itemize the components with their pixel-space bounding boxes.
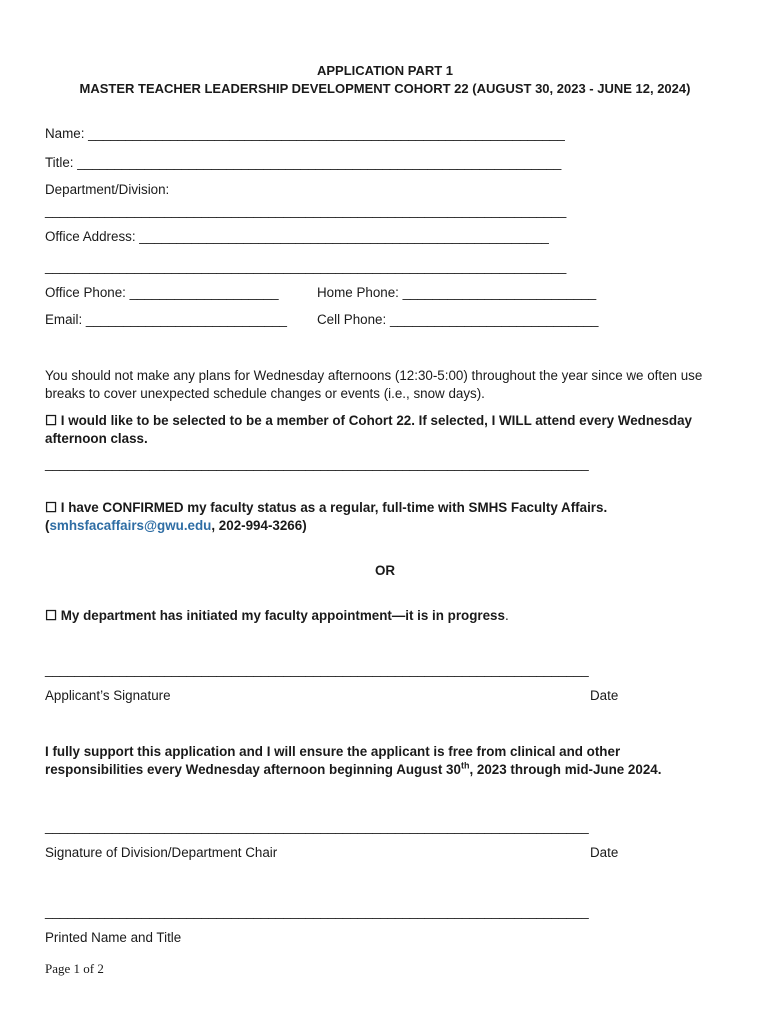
address-line-2-field[interactable]: ______________________________________________________________________ [45, 259, 567, 274]
faculty-status-text: I have CONFIRMED my faculty status as a regular, full-time with SMHS Faculty Affairs. [60, 500, 608, 515]
department-appointment-checkbox[interactable]: ☐ [45, 608, 58, 623]
printed-name-label: Printed Name and Title [45, 930, 182, 945]
chair-date-label: Date [590, 845, 619, 860]
faculty-affairs-phone: , 202-994-3266) [211, 518, 307, 533]
applicant-signature-label: Applicant’s Signature [45, 688, 171, 703]
faculty-affairs-email-link[interactable]: smhsfacaffairs@gwu.edu [49, 518, 212, 533]
printed-name-line[interactable]: _________________________________________________________________________ [45, 904, 589, 919]
department-field[interactable]: ______________________________________________________________________ [45, 203, 567, 218]
name-field[interactable]: Name: ________________________________________________________________ [45, 126, 565, 141]
cohort-notes-line[interactable]: _________________________________________________________________________ [45, 456, 589, 471]
office-phone-field[interactable]: Office Phone: ____________________ [45, 285, 279, 300]
cell-phone-field[interactable]: Cell Phone: ____________________________ [317, 312, 599, 327]
chair-support-statement-continued [45, 761, 661, 779]
chair-support-statement: I fully support this application and I will ensure the applicant is free from clinical and other [45, 744, 621, 759]
title-field[interactable]: Title: _________________________________________________________________ [45, 155, 562, 170]
application-subtitle: MASTER TEACHER LEADERSHIP DEVELOPMENT COHORT 22 (AUGUST 30, 2023 - JUNE 12, 2024) [79, 81, 691, 96]
applicant-date-label: Date [590, 688, 619, 703]
office-address-field[interactable]: Office Address: _______________________________________________________ [45, 229, 549, 244]
support-superscript: th [460, 760, 470, 771]
chair-signature-label: Signature of Division/Department Chair [45, 845, 278, 860]
chair-signature-line[interactable]: _________________________________________________________________________ [45, 819, 589, 834]
cohort-option-continued: afternoon class. [45, 431, 148, 446]
faculty-status-checkbox[interactable]: ☐ [45, 500, 58, 515]
page-number: Page 1 of 2 [45, 961, 104, 976]
wednesday-notice: You should not make any plans for Wednesday afternoons (12:30-5:00) throughout the year since we often use breaks to cover unexpected schedule changes or events (i.e., snow days). [45, 368, 703, 401]
home-phone-field[interactable]: Home Phone: __________________________ [317, 285, 597, 300]
support-text-part1: responsibilities every Wednesday afternoon beginning August 30 [45, 762, 461, 777]
department-appointment-option [45, 607, 509, 625]
department-label: Department/Division: [45, 182, 170, 197]
department-appointment-period: . [504, 608, 509, 623]
faculty-affairs-contact [45, 517, 307, 535]
open-paren: ( [45, 518, 50, 533]
email-field[interactable]: Email: ___________________________ [45, 312, 287, 327]
or-divider: OR [374, 563, 396, 578]
cohort-option [45, 412, 692, 430]
cohort-checkbox[interactable]: ☐ [45, 413, 58, 428]
faculty-status-option [45, 499, 607, 517]
cohort-option-text: I would like to be selected to be a member of Cohort 22. If selected, I WILL attend every Wednesday [60, 413, 693, 428]
application-title: APPLICATION PART 1 [316, 63, 454, 78]
department-appointment-text: My department has initiated my faculty appointment—it is in progress [60, 608, 505, 623]
support-text-part2: , 2023 through mid-June 2024. [469, 762, 662, 777]
applicant-signature-line[interactable]: _________________________________________________________________________ [45, 662, 589, 677]
